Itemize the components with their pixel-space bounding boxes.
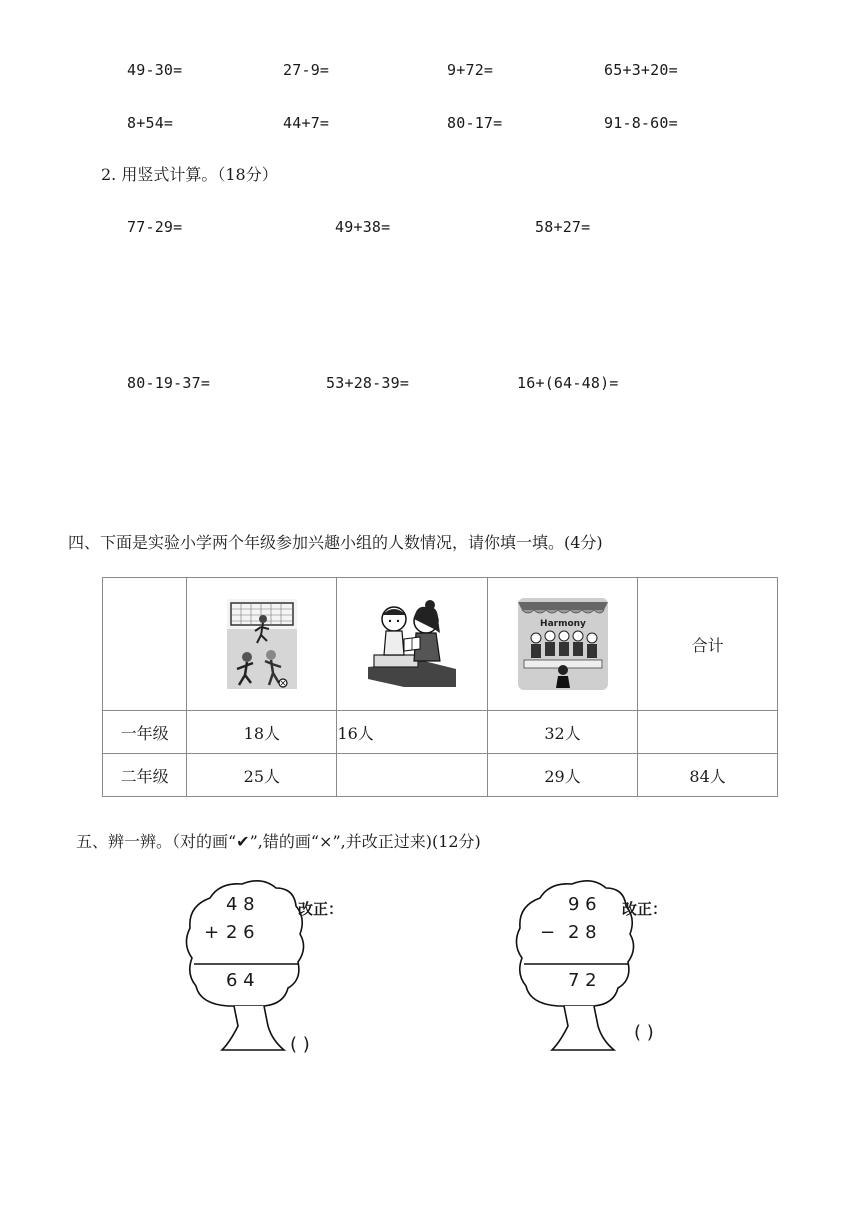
soccer-players-picture bbox=[227, 599, 297, 689]
choir-picture-cell bbox=[487, 578, 637, 711]
correction-label: 改正： bbox=[622, 900, 668, 918]
equation: 80-17= bbox=[447, 114, 503, 132]
reading-picture-cell bbox=[337, 578, 487, 711]
vertical-calc-title: 2. 用竖式计算。（18分） bbox=[101, 165, 278, 184]
operator-plus: + bbox=[204, 922, 220, 943]
tree-problem-2 bbox=[510, 878, 700, 1058]
children-reading-picture bbox=[364, 599, 460, 689]
equation: 49+38= bbox=[335, 218, 391, 236]
tree-problem-1 bbox=[180, 878, 360, 1058]
correction-label: 改正： bbox=[298, 900, 344, 918]
table-row bbox=[103, 754, 778, 797]
blank-header-cell bbox=[103, 578, 187, 711]
minuend: 9 6 bbox=[568, 894, 597, 915]
choir-count: 29人 bbox=[487, 754, 637, 797]
equation: 44+7= bbox=[283, 114, 330, 132]
grade-label: 一年级 bbox=[103, 711, 187, 754]
answer-parentheses[interactable]: ( ) bbox=[290, 1034, 310, 1055]
equation: 65+3+20= bbox=[604, 61, 678, 79]
equation: 58+27= bbox=[535, 218, 591, 236]
equation: 27-9= bbox=[283, 61, 330, 79]
equation: 91-8-60= bbox=[604, 114, 678, 132]
result: 6 4 bbox=[226, 970, 255, 991]
choir-count: 32人 bbox=[487, 711, 637, 754]
equation: 80-19-37= bbox=[127, 374, 211, 392]
total-count-input[interactable] bbox=[638, 711, 778, 754]
equation: 8+54= bbox=[127, 114, 174, 132]
addend-top: 4 8 bbox=[226, 894, 255, 915]
total-count: 84人 bbox=[638, 754, 778, 797]
equation: 53+28-39= bbox=[326, 374, 410, 392]
reading-count: 16人 bbox=[337, 711, 487, 754]
equation: 49-30= bbox=[127, 61, 183, 79]
subtrahend: 2 8 bbox=[568, 922, 597, 943]
soccer-count: 25人 bbox=[187, 754, 337, 797]
total-header-cell: 合计 bbox=[638, 578, 778, 711]
reading-count-input[interactable] bbox=[337, 754, 487, 797]
section-5-title: 五、辨一辨。（对的画“✔”,错的画“×”,并改正过来)(12分) bbox=[76, 832, 481, 851]
choir-singing-picture bbox=[518, 598, 608, 690]
equation: 77-29= bbox=[127, 218, 183, 236]
soccer-picture-cell bbox=[187, 578, 337, 711]
interest-group-table bbox=[102, 577, 778, 797]
addend-bottom: 2 6 bbox=[226, 922, 255, 943]
result: 7 2 bbox=[568, 970, 597, 991]
operator-minus: − bbox=[540, 922, 556, 943]
section-4-title: 四、下面是实验小学两个年级参加兴趣小组的人数情况，请你填一填。(4分) bbox=[68, 533, 603, 552]
table-row bbox=[103, 711, 778, 754]
harmony-sign-text: Harmony bbox=[539, 619, 586, 629]
grade-label: 二年级 bbox=[103, 754, 187, 797]
equation: 16+(64-48)= bbox=[517, 374, 619, 392]
soccer-count: 18人 bbox=[187, 711, 337, 754]
table-header-row bbox=[103, 578, 778, 711]
equation: 9+72= bbox=[447, 61, 494, 79]
answer-parentheses[interactable]: ( ) bbox=[634, 1022, 654, 1043]
